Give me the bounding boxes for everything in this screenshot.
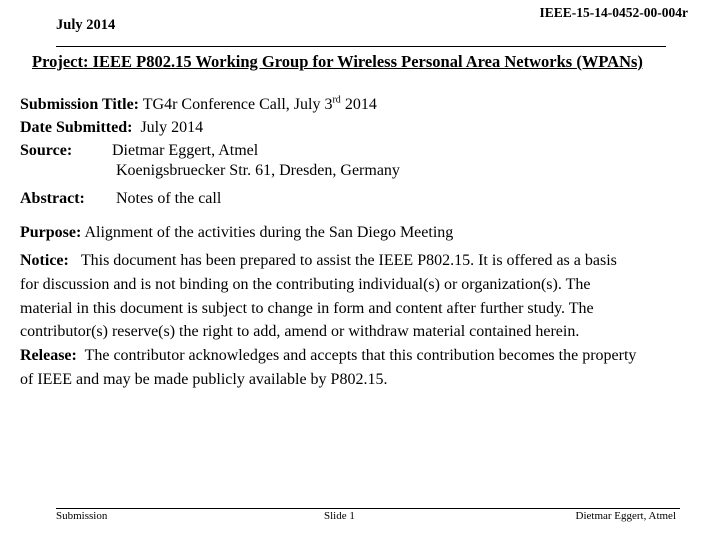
submission-title-value: TG4r Conference Call, July 3rd 2014 [142, 94, 377, 113]
purpose-label: Purpose: [20, 224, 82, 241]
notice-paragraph [20, 249, 720, 392]
release-label: Release: [20, 347, 77, 365]
footer-submission: Submission [56, 510, 108, 522]
submission-title-row [20, 96, 377, 114]
abstract-value: Notes of the call [116, 190, 222, 207]
date-submitted-row [20, 119, 203, 137]
header-date: July 2014 [56, 17, 116, 33]
notice-line-2: for discussion and is not binding on the contributing individual(s) or organization(s). The [20, 275, 591, 293]
purpose-row [20, 224, 453, 242]
source-label: Source: [20, 142, 73, 159]
header-divider [56, 46, 666, 47]
abstract-label: Abstract: [20, 190, 85, 207]
footer-divider [56, 508, 680, 509]
project-title: Project: IEEE P802.15 Working Group for Wireless Personal Area Networks (WPANs) [32, 52, 643, 71]
source-address: Koenigsbruecker Str. 61, Dresden, Germany [116, 162, 400, 179]
notice-line-4: contributor(s) reserve(s) the right to add, amend or withdraw material contained herein. [20, 323, 580, 341]
source-row [20, 142, 72, 160]
date-submitted-label: Date Submitted: [20, 119, 133, 136]
purpose-value: Alignment of the activities during the San Diego Meeting [84, 224, 454, 241]
date-submitted-value: July 2014 [140, 119, 204, 136]
abstract-row [20, 190, 85, 208]
notice-label: Notice: [20, 252, 69, 269]
source-name: Dietmar Eggert, Atmel [112, 142, 259, 159]
release-line-2: of IEEE and may be made publicly available by P802.15. [20, 370, 388, 388]
notice-line-3: material in this document is subject to change in form and content after further study. The [20, 299, 594, 317]
footer-slide-number: Slide 1 [324, 510, 355, 522]
notice-line-1: This document has been prepared to assist the IEEE P802.15. It is offered as a basis [80, 252, 617, 269]
document-id: IEEE-15-14-0452-00-004r [539, 5, 688, 20]
release-line-1: The contributor acknowledges and accepts that this contribution becomes the property [84, 347, 637, 365]
footer-author: Dietmar Eggert, Atmel [575, 510, 676, 522]
submission-title-label: Submission Title: [20, 96, 140, 113]
